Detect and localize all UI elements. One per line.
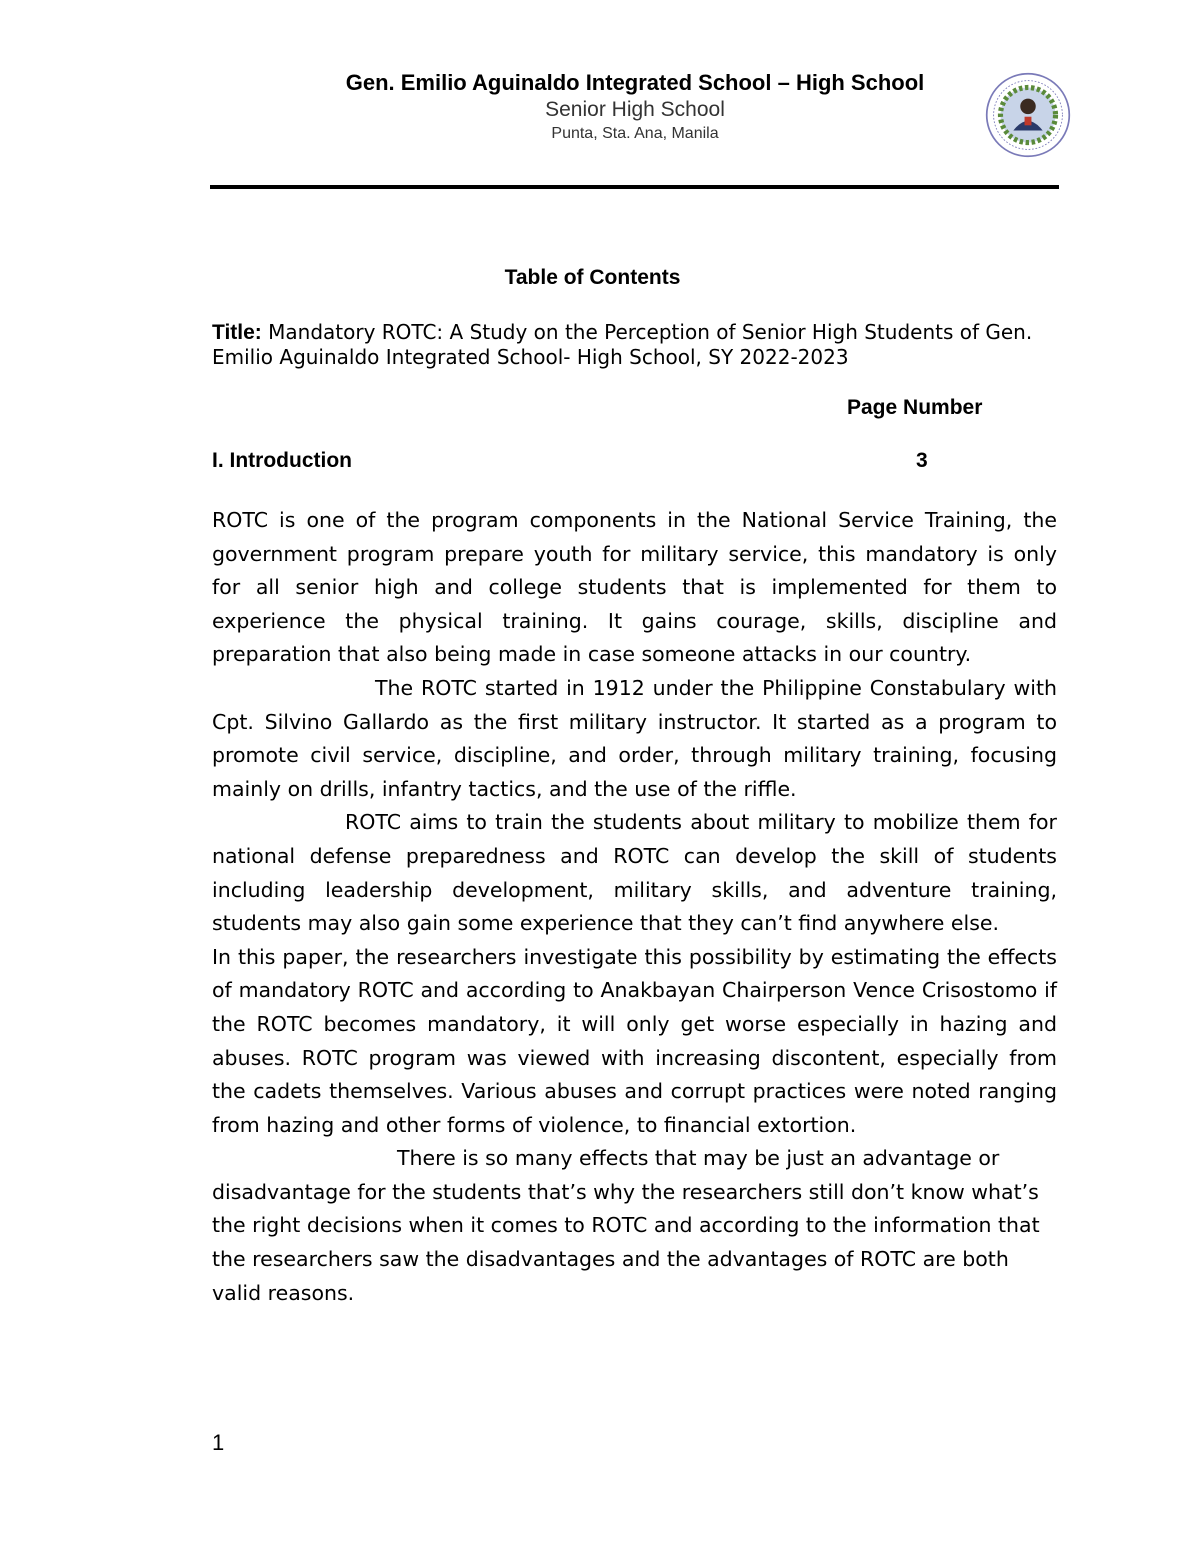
paragraph: The ROTC started in 1912 under the Philippine Constabulary with Cpt. Silvino Gallardo as the first military instructor. It started as a program to promote civil service, discipline, and order, through military training, focusing mainly on drills, infantry tactics, and the use of the riffle. [212, 675, 1057, 801]
department-name: Senior High School [545, 98, 725, 121]
school-name: Gen. Emilio Aguinaldo Integrated School – High School [345, 70, 925, 95]
research-title [212, 320, 1042, 370]
toc-section-page: 3 [916, 449, 928, 472]
title-text: Mandatory ROTC: A Study on the Perception of Senior High Students of Gen. Emilio Aguinaldo Integrated School- High School, SY 2022-2023 [212, 320, 1033, 369]
toc-heading: Table of Contents [504, 266, 681, 289]
paragraph: ROTC aims to train the students about military to mobilize them for national defense preparedness and ROTC can develop the skill of students including leadership development, military skills, and adventure training, students may also gain some experience that they can’t find anywhere else. [212, 810, 1057, 936]
page-number-column-label: Page Number [847, 396, 983, 419]
paragraph: ROTC is one of the program components in the National Service Training, the government program prepare youth for military service, this mandatory is only for all senior high and college students that is implemented for them to experience the physical training. It gains courage, skills, discipline and preparation that also being made in case someone attacks in our country. [212, 508, 1057, 667]
header-divider [210, 185, 1059, 189]
school-seal-icon [985, 72, 1071, 158]
title-label: Title: [212, 321, 262, 344]
introduction-body [212, 504, 1057, 1310]
paragraph: In this paper, the researchers investigate this possibility by estimating the effects of mandatory ROTC and according to Anakbayan Chairperson Vence Crisostomo if the ROTC becomes mandatory, it will only get worse especially in hazing and abuses. ROTC program was viewed with increasing discontent, especially from the cadets themselves. Various abuses and corrupt practices were noted ranging from hazing and other forms of violence, to financial extortion. [212, 944, 1057, 1137]
page-number: 1 [212, 1430, 225, 1455]
school-address: Punta, Sta. Ana, Manila [551, 125, 719, 142]
paragraph: There is so many effects that may be just an advantage or disadvantage for the students that’s why the researchers still don’t know what’s the right decisions when it comes to ROTC and according to the information that the researchers saw the disadvantages and the advantages of ROTC are both valid reasons. [212, 1146, 1040, 1305]
toc-section-heading: I. Introduction [212, 449, 352, 472]
